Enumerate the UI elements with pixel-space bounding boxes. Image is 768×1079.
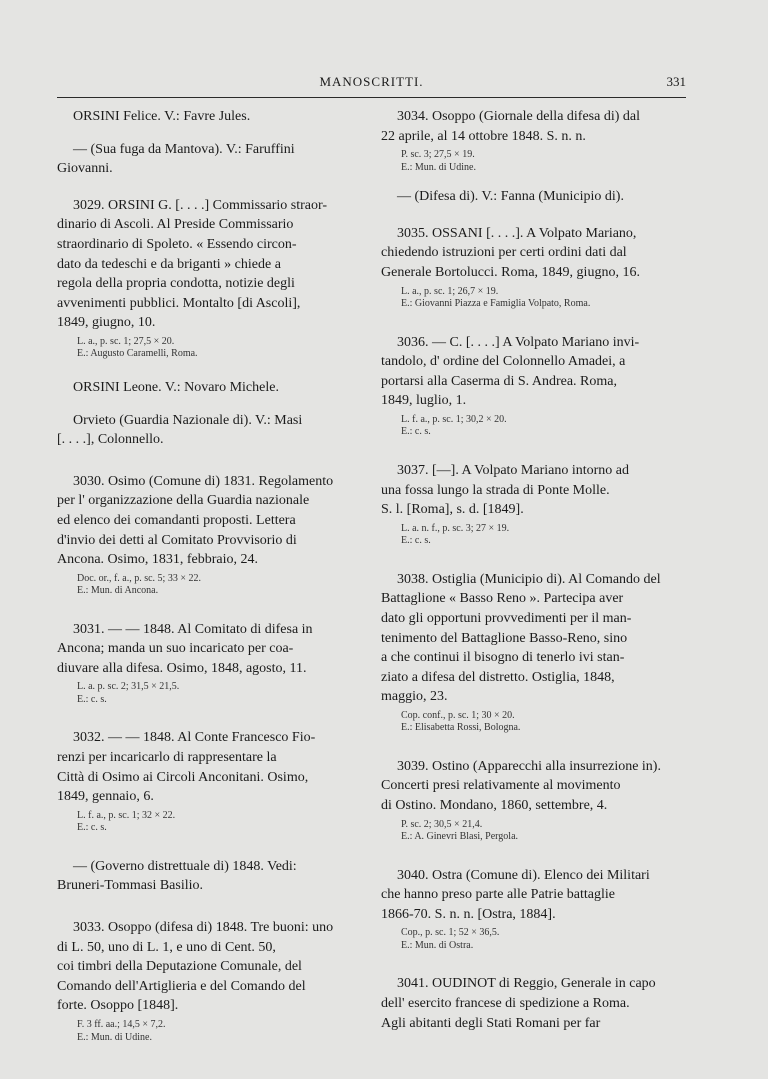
- description-line: E.: Giovanni Piazza e Famiglia Volpato, Roma.: [401, 298, 591, 310]
- description-line: L. f. a., p. sc. 1; 30,2 × 20.: [401, 413, 507, 425]
- description-line: L. a. p. sc. 2; 31,5 × 21,5.: [77, 681, 180, 693]
- entry-line: diuvare alla difesa. Osimo, 1848, agosto, 11.: [57, 660, 307, 676]
- entry-line: coi timbri della Deputazione Comunale, del: [57, 959, 302, 975]
- catalogue-entry: [57, 620, 347, 707]
- entry-line: dinario di Ascoli. Al Preside Commissario: [57, 217, 294, 233]
- description-line: P. sc. 2; 30,5 × 21,4.: [401, 818, 483, 830]
- catalogue-entry: [381, 866, 671, 953]
- entry-description: [57, 681, 347, 706]
- entry-line: tandolo, d' ordine del Colonnello Amadei, a: [381, 354, 626, 370]
- entry-line: 3030. Osimo (Comune di) 1831. Regolamento: [73, 473, 334, 489]
- entry-line: 3032. — — 1848. Al Conte Francesco Fio-: [73, 730, 316, 746]
- entry-line: 1849, luglio, 1.: [381, 393, 467, 409]
- right-column: [381, 107, 671, 1033]
- entry-line: maggio, 23.: [381, 689, 448, 705]
- entry-line: una fossa lungo la strada di Ponte Molle.: [381, 482, 610, 498]
- entry-line: — (Difesa di). V.: Fanna (Municipio di).: [397, 189, 624, 205]
- description-line: L. a. n. f., p. sc. 3; 27 × 19.: [401, 522, 510, 534]
- entry-line: 3036. — C. [. . . .] A Volpato Mariano invi-: [397, 334, 640, 350]
- entry-line: dato da tedeschi e da briganti » chiede a: [57, 256, 281, 272]
- entry-line: Comando dell'Artiglieria e del Comando del: [57, 978, 306, 994]
- entry-line: 3029. ORSINI G. [. . . .] Commissario straor-: [73, 197, 328, 213]
- catalogue-entry: [57, 472, 347, 598]
- catalogue-entry: [57, 196, 347, 361]
- left-column: [57, 107, 347, 1044]
- entry-line: S. l. [Roma], s. d. [1849].: [381, 502, 524, 518]
- entry-description: [381, 414, 671, 439]
- entry-line: straordinario di Spoleto. « Essendo circon-: [57, 236, 297, 252]
- description-line: E.: c. s.: [401, 426, 431, 438]
- entry-description: [381, 819, 671, 844]
- description-line: L. f. a., p. sc. 1; 32 × 22.: [77, 809, 176, 821]
- entry-description: [57, 573, 347, 598]
- entry-line: 3040. Ostra (Comune di). Elenco dei Militari: [397, 867, 650, 883]
- entry-line: forte. Osoppo [1848].: [57, 998, 179, 1014]
- running-head: [57, 74, 686, 94]
- catalogue-entry: [381, 757, 671, 844]
- entry-line: ORSINI Leone. V.: Novaro Michele.: [73, 379, 279, 395]
- description-line: L. a., p. sc. 1; 26,7 × 19.: [401, 285, 499, 297]
- catalogue-entry: [381, 570, 671, 735]
- catalogue-entry: [381, 187, 671, 207]
- entry-description: [381, 927, 671, 952]
- catalogue-entry: [381, 107, 671, 174]
- entry-line: ziato a difesa del distretto. Ostiglia, 1848,: [381, 669, 615, 685]
- description-line: E.: Mun. di Udine.: [77, 1031, 152, 1043]
- entry-line: 22 aprile, al 14 ottobre 1848. S. n. n.: [381, 128, 586, 144]
- entry-line: Battaglione « Basso Reno ». Partecipa aver: [381, 591, 624, 607]
- catalogue-entry: [57, 857, 347, 896]
- description-line: E.: c. s.: [401, 535, 431, 547]
- entry-line: portarsi alla Caserma di S. Andrea. Roma,: [381, 373, 617, 389]
- catalogue-entry: [57, 411, 347, 450]
- description-line: E.: c. s.: [77, 822, 107, 834]
- description-line: L. a., p. sc. 1; 27,5 × 20.: [77, 335, 175, 347]
- entry-line: di Ostino. Mondano, 1860, settembre, 4.: [381, 798, 608, 814]
- entry-line: 1849, giugno, 10.: [57, 315, 156, 331]
- entry-line: 3041. OUDINOT di Reggio, Generale in capo: [397, 976, 656, 992]
- entry-line: regola della propria condotta, notizie degli: [57, 276, 295, 292]
- entry-description: [57, 1019, 347, 1044]
- description-line: E.: Augusto Caramelli, Roma.: [77, 348, 198, 360]
- description-line: Cop., p. sc. 1; 52 × 36,5.: [401, 927, 500, 939]
- entry-line: Bruneri-Tommasi Basilio.: [57, 878, 204, 894]
- entry-line: — (Governo distrettuale di) 1848. Vedi:: [73, 858, 297, 874]
- entry-line: ed elenco dei comandanti proposti. Lettera: [57, 512, 296, 528]
- entry-line: dell' esercito francese di spedizione a Roma.: [381, 996, 630, 1012]
- entry-line: Orvieto (Guardia Nazionale di). V.: Masi: [73, 412, 303, 428]
- entry-line: tenimento del Battaglione Basso-Reno, sino: [381, 630, 628, 646]
- entry-line: Generale Bortolucci. Roma, 1849, giugno, 16.: [381, 264, 640, 280]
- description-line: P. sc. 3; 27,5 × 19.: [401, 149, 475, 161]
- entry-line: ORSINI Felice. V.: Favre Jules.: [73, 109, 251, 124]
- entry-line: Giovanni.: [57, 161, 113, 177]
- entry-line: — (Sua fuga da Mantova). V.: Faruffini: [73, 141, 295, 157]
- entry-line: d'invio dei detti al Comitato Provvisorio di: [57, 532, 297, 548]
- entry-description: [381, 710, 671, 735]
- entry-line: chiedendo istruzioni per certi ordini dati dal: [381, 245, 627, 261]
- entry-line: Concerti presi relativamente al movimento: [381, 778, 621, 794]
- entry-description: [381, 286, 671, 311]
- description-line: E.: Mun. di Ostra.: [401, 939, 474, 951]
- description-line: Doc. or., f. a., p. sc. 5; 33 × 22.: [77, 572, 201, 584]
- entry-line: 3037. [—]. A Volpato Mariano intorno ad: [397, 462, 630, 478]
- entry-line: dato gli opportuni provvedimenti per il man-: [381, 610, 632, 626]
- entry-line: 3039. Ostino (Apparecchi alla insurrezione in).: [397, 758, 661, 774]
- entry-description: [381, 149, 671, 174]
- entry-line: 3033. Osoppo (difesa di) 1848. Tre buoni: uno: [73, 920, 334, 936]
- description-line: E.: A. Ginevri Blasi, Pergola.: [401, 831, 519, 843]
- catalogue-entry: [57, 140, 347, 179]
- catalogue-entry: [381, 461, 671, 548]
- catalogue-entry: [57, 378, 347, 398]
- catalogue-entry: [57, 918, 347, 1044]
- entry-line: Ancona; manda un suo incaricato per coa-: [57, 641, 294, 657]
- entry-line: Città di Osimo ai Circoli Anconitani. Osimo,: [57, 769, 309, 785]
- catalogue-entry: [381, 224, 671, 311]
- description-line: E.: Elisabetta Rossi, Bologna.: [401, 722, 521, 734]
- description-line: E.: c. s.: [77, 693, 107, 705]
- page-title: MANOSCRITTI.: [319, 74, 424, 89]
- entry-line: 3035. OSSANI [. . . .]. A Volpato Mariano,: [397, 225, 637, 241]
- entry-line: a che continui il bisogno di tenerlo ivi stan-: [381, 650, 625, 666]
- entry-description: [57, 810, 347, 835]
- entry-line: 3031. — — 1848. Al Comitato di difesa in: [73, 621, 313, 637]
- catalogue-entry: [381, 333, 671, 439]
- catalogue-entry: [57, 107, 347, 127]
- entry-line: 3038. Ostiglia (Municipio di). Al Comando del: [397, 571, 661, 587]
- entry-line: [. . . .], Colonnello.: [57, 432, 164, 448]
- description-line: E.: Mun. di Udine.: [401, 161, 476, 173]
- entry-line: 1866-70. S. n. n. [Ostra, 1884].: [381, 906, 556, 922]
- entry-description: [57, 336, 347, 361]
- catalogue-entry: [381, 974, 671, 1033]
- entry-line: 3034. Osoppo (Giornale della difesa di) dal: [397, 109, 640, 124]
- entry-line: Agli abitanti degli Stati Romani per far: [381, 1015, 601, 1031]
- header-rule: [57, 97, 686, 98]
- entry-line: renzi per incaricarlo di rappresentare la: [57, 750, 277, 766]
- description-line: F. 3 ff. aa.; 14,5 × 7,2.: [77, 1019, 166, 1030]
- entry-line: di L. 50, uno di L. 1, e uno di Cent. 50,: [57, 939, 276, 955]
- entry-line: per l' organizzazione della Guardia nazionale: [57, 493, 310, 509]
- catalogue-entry: [57, 728, 347, 834]
- entry-line: Ancona. Osimo, 1831, febbraio, 24.: [57, 552, 259, 568]
- description-line: Cop. conf., p. sc. 1; 30 × 20.: [401, 709, 515, 721]
- entry-line: 1849, gennaio, 6.: [57, 789, 154, 805]
- description-line: E.: Mun. di Ancona.: [77, 585, 159, 597]
- entry-description: [381, 523, 671, 548]
- entry-line: avvenimenti pubblici. Montalto [di Ascoli],: [57, 295, 301, 311]
- page-number: 331: [666, 74, 686, 89]
- entry-line: che hanno preso parte alle Patrie battaglie: [381, 887, 616, 903]
